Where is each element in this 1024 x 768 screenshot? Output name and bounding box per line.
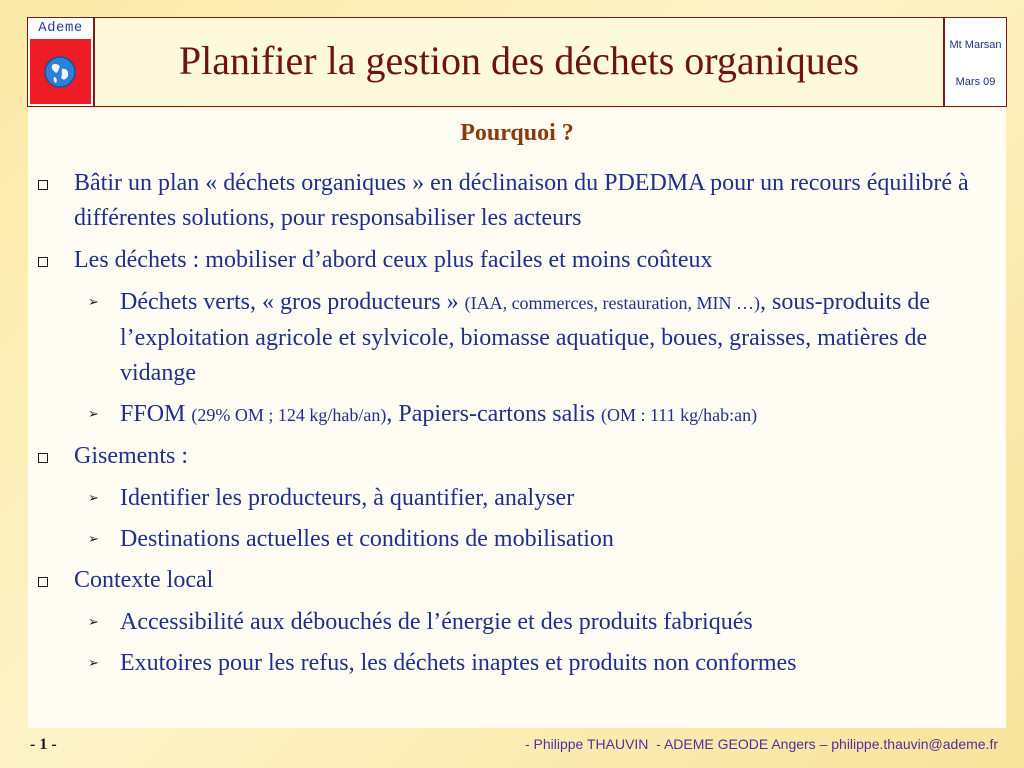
footer-credit: - Philippe THAUVIN - ADEME GEODE Angers – philippe.thauvin@ademe.fr xyxy=(524,736,998,752)
sub-item-text: FFOM xyxy=(120,401,192,427)
arrow-bullet-icon: ➢ xyxy=(88,407,99,422)
sub-list-item xyxy=(28,605,988,640)
list-item xyxy=(28,243,988,278)
sub-item-note: (IAA, commerces, restauration, MIN …) xyxy=(464,293,760,313)
list-item-text: Les déchets : mobiliser d’abord ceux plus faciles et moins coûteux xyxy=(74,247,713,273)
list-item-text: Gisements : xyxy=(74,443,188,469)
square-bullet-icon xyxy=(38,577,48,587)
list-item xyxy=(28,439,988,474)
sub-item-text: Exutoires pour les refus, les déchets inaptes et produits non conformes xyxy=(120,650,797,676)
date-label: Mars 09 xyxy=(955,76,996,88)
page-number: - 1 - xyxy=(30,736,57,753)
subtitle: Pourquoi ? xyxy=(460,120,574,146)
list-item xyxy=(28,166,988,236)
sub-list-item xyxy=(28,285,988,391)
sub-item-text: Destinations actuelles et conditions de mobilisation xyxy=(120,526,614,552)
list-item-text: Bâtir un plan « déchets organiques » en déclinaison du PDEDMA pour un recours équilibré à différentes solutions, pour responsabiliser les acteurs xyxy=(74,170,969,231)
content-panel xyxy=(28,108,1006,728)
arrow-bullet-icon: ➢ xyxy=(88,295,99,310)
arrow-bullet-icon: ➢ xyxy=(88,615,99,630)
logo-text: Ademe xyxy=(38,20,83,36)
square-bullet-icon xyxy=(38,180,48,190)
list-item xyxy=(28,563,988,598)
sub-item-note-2: (OM : 111 kg/hab:an) xyxy=(600,405,758,425)
bullet-list xyxy=(28,166,988,687)
square-bullet-icon xyxy=(38,257,48,267)
location-label: Mt Marsan xyxy=(949,39,1002,51)
sub-list-item xyxy=(28,397,988,433)
arrow-bullet-icon: ➢ xyxy=(88,532,99,547)
sub-item-text: Accessibilité aux débouchés de l’énergie et des produits fabriqués xyxy=(120,609,753,635)
ademe-logo xyxy=(27,17,94,107)
sub-list-item xyxy=(28,646,988,681)
list-item-text: Contexte local xyxy=(74,567,214,593)
logo-background xyxy=(30,39,91,104)
square-bullet-icon xyxy=(38,453,48,463)
arrow-bullet-icon: ➢ xyxy=(88,656,99,671)
info-box xyxy=(944,17,1007,107)
globe-icon xyxy=(43,55,77,89)
sub-item-note: (29% OM ; 124 kg/hab/an) xyxy=(191,405,387,425)
sub-item-text-cont: , sous-produits de l’exploitation agricole et sylvicole, biomasse aquatique, boues, graisses, matières de vidange xyxy=(120,289,930,386)
title-bar xyxy=(94,17,944,107)
sub-item-text: Déchets verts, « gros producteurs » xyxy=(120,289,465,315)
sub-list-item xyxy=(28,522,988,557)
arrow-bullet-icon: ➢ xyxy=(88,491,99,506)
sub-list-item xyxy=(28,481,988,516)
sub-item-text: Identifier les producteurs, à quantifier, analyser xyxy=(120,485,575,511)
sub-item-text-cont: , Papiers-cartons salis xyxy=(386,401,601,427)
page-title: Planifier la gestion des déchets organiques xyxy=(178,37,860,83)
